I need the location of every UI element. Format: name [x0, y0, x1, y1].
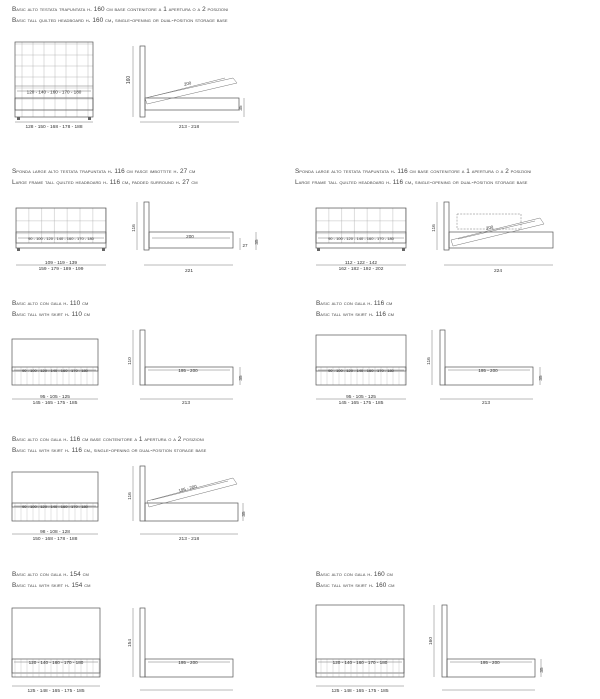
section-8-title-en: Basic tall with skirt h. 160 cm	[316, 582, 395, 589]
length-label: 213	[481, 401, 491, 406]
inner-widths-label: 120 - 140 - 160 - 170 - 180	[28, 660, 84, 665]
section-8-title-it: Basic alto con gala h. 160 cm	[316, 571, 393, 578]
outer-widths-label: 128 - 150 - 168 - 178 - 188	[25, 125, 83, 130]
side-height-label: 35	[538, 375, 543, 381]
section-7-front-view	[12, 608, 100, 694]
side-height-label: 35	[241, 511, 246, 517]
outer-widths-label-2: 145 - 165 - 175 - 185	[338, 401, 384, 406]
height-label: 116	[427, 357, 432, 365]
section-6-title-it: Basic alto con gala h. 116 cm base contenitore a 1 apertura o a 2 posizioni	[12, 436, 204, 443]
section-1-title-it: Basic alto testata trapuntata h. 160 cm base contenitore a 1 apertura o a 2 posizioni	[12, 6, 229, 13]
section-8-front-view	[316, 605, 404, 694]
length-label: 213 - 218	[178, 125, 200, 130]
inner-widths-label: 90 - 100 - 120 - 140 - 160 - 170 - 180	[28, 236, 94, 241]
outer-widths-label-1: 109 - 119 - 139	[44, 261, 78, 266]
outer-widths-label: 125 - 148 - 165 - 175 - 185	[27, 689, 85, 694]
length-label: 213	[181, 401, 191, 406]
section-5-side-view	[426, 330, 543, 406]
section-6-title-en: Basic tall with skirt h. 116 cm, single-opening or dual-position storage base	[12, 447, 207, 454]
section-2-title-en: Large frame tall quilted headboard h. 116 cm, padded surround h. 27 cm	[12, 179, 198, 186]
outer-widths-label-1: 95 - 105 - 125	[346, 395, 376, 400]
section-4-front-view	[12, 339, 98, 406]
section-3-title-en: Large frame tall quilted headboard h. 116 cm, single-opening or dual-position storage base	[295, 179, 528, 186]
section-6-side-view	[127, 466, 246, 542]
height-label: 116	[132, 224, 137, 232]
quilted-headboard	[15, 42, 93, 117]
side-height-label: 35	[238, 105, 243, 111]
side-length-label: 195 - 200	[480, 660, 500, 665]
side-length-label: 195 - 200	[178, 368, 198, 373]
section-4-side-view	[127, 330, 243, 406]
outer-widths-label-1: 95 - 105 - 125	[40, 395, 70, 400]
outer-widths-label-2: 145 - 165 - 175 - 185	[32, 401, 78, 406]
section-4-title-en: Basic tall with skirt h. 110 cm	[12, 311, 91, 318]
inner-widths-label: 120 - 140 - 160 - 170 - 180	[26, 89, 82, 95]
section-5-title-it: Basic alto con gala h. 116 cm	[316, 300, 393, 307]
side-length-label: 200	[485, 224, 494, 231]
side-height-a-label: 27	[242, 243, 248, 248]
section-4-title-it: Basic alto con gala h. 110 cm	[12, 300, 89, 307]
side-height-label: 35	[238, 375, 243, 381]
section-2-front-view	[16, 208, 106, 272]
section-5-front-view	[316, 335, 406, 406]
inner-widths-label: 90 - 100 - 120 - 140 - 160 - 170 - 180	[22, 504, 88, 509]
height-label: 116	[432, 224, 437, 232]
section-8-side-view	[428, 605, 544, 690]
section-5-title-en: Basic tall with skirt h. 116 cm	[316, 311, 395, 318]
section-7-title-it: Basic alto con gala h. 154 cm	[12, 571, 89, 578]
section-2-side-view	[131, 202, 259, 274]
side-length-label: 200	[183, 80, 192, 87]
length-label: 221	[184, 269, 194, 274]
side-length-label: 195 - 200	[177, 483, 198, 494]
height-label: 154	[128, 638, 133, 648]
headboard-side	[140, 46, 145, 117]
outer-widths-label-1: 112 - 122 - 142	[344, 261, 378, 266]
section-1-front-view	[15, 42, 93, 130]
section-7-title-en: Basic tall with skirt h. 154 cm	[12, 582, 91, 589]
inner-widths-label: 90 - 100 - 120 - 140 - 160 - 170 - 180	[22, 368, 88, 373]
side-height-label: 35	[539, 667, 544, 673]
height-label: 160	[429, 636, 434, 646]
inner-widths-label: 120 - 140 - 160 - 170 - 180	[332, 660, 388, 665]
length-label: 224	[493, 269, 503, 274]
height-label: 110	[128, 357, 133, 365]
outer-widths-label-2: 162 - 182 - 192 - 202	[338, 267, 384, 272]
side-length-label: 200	[186, 234, 194, 239]
outer-widths-label-2: 159 - 179 - 189 - 199	[38, 267, 84, 272]
height-label: 160	[126, 75, 132, 85]
length-label: 213 - 218	[178, 537, 200, 542]
side-length-label: 195 - 200	[178, 660, 198, 665]
outer-widths-label: 125 - 148 - 165 - 175 - 185	[331, 689, 389, 694]
height-label: 116	[128, 492, 133, 500]
section-6-front-view	[12, 472, 98, 542]
side-height-b-label: 35	[254, 239, 259, 245]
section-1-side-view	[126, 46, 244, 130]
outer-widths-label-1: 98 - 108 - 128	[40, 530, 70, 535]
section-3-side-view	[431, 202, 553, 274]
inner-widths-label: 90 - 100 - 120 - 140 - 160 - 170 - 180	[328, 368, 394, 373]
outer-widths-label-2: 150 - 168 - 178 - 188	[32, 537, 78, 542]
section-3-title-it: Sponda large alto testata trapuntata h. 116 cm base contenitore a 1 apertura o a 2 posizioni	[295, 168, 532, 175]
section-7-side-view	[127, 608, 233, 690]
inner-widths-label: 90 - 100 - 120 - 140 - 160 - 170 - 180	[328, 236, 394, 241]
side-length-label: 195 - 200	[478, 368, 498, 373]
section-2-title-it: Sponda large alto testata trapuntata h. 116 cm fasce imbottite h. 27 cm	[12, 168, 196, 175]
section-3-front-view	[316, 208, 406, 272]
section-1-title-en: Basic tall quilted headboard h. 160 cm, single-opening or dual-position storage base	[12, 17, 228, 24]
